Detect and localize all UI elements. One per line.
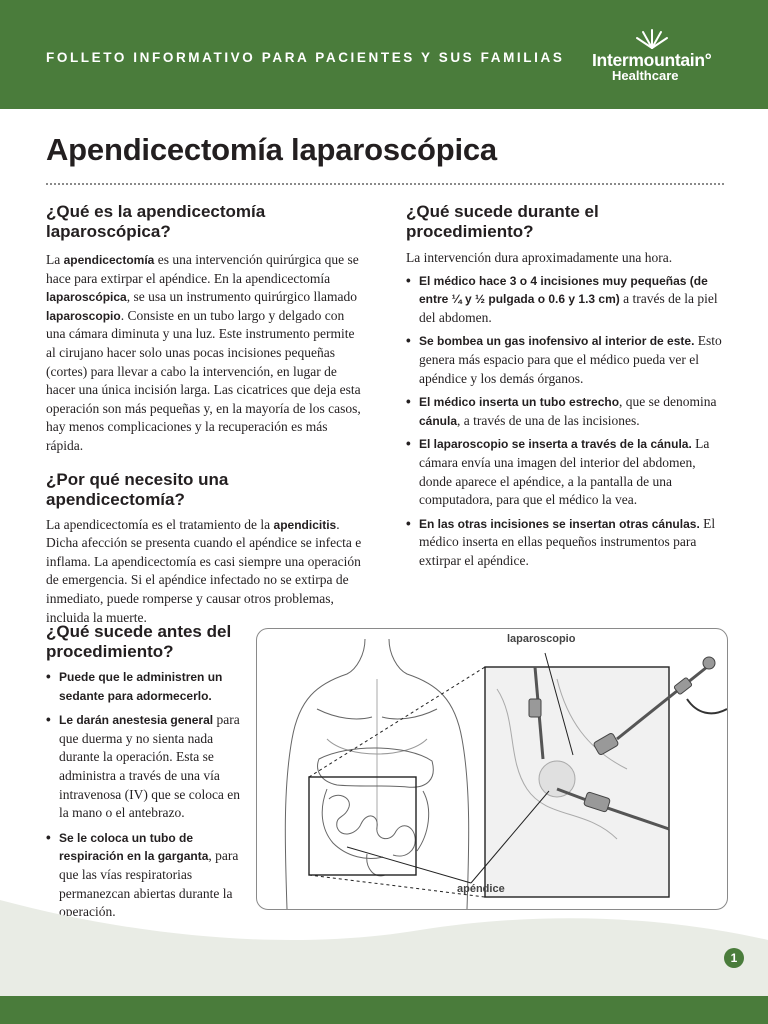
section-heading-what-is: ¿Qué es la apendicectomía laparoscópica? <box>46 202 266 241</box>
label-appendix: apéndice <box>457 883 505 895</box>
logo-subtitle: Healthcare <box>612 68 679 83</box>
dotted-divider <box>46 183 724 185</box>
list-item: • Puede que le administren un sedante para adormecerlo. <box>46 668 242 705</box>
page-title: Apendicectomía laparoscópica <box>46 132 497 167</box>
intermountain-logo <box>592 24 732 86</box>
label-laparoscope: laparoscopio <box>507 633 576 645</box>
list-item: • En las otras incisiones se insertan otras cánulas. El médico inserta en ellas pequeños instrumentos para extirpar el apéndice. <box>406 515 724 571</box>
list-item: • El laparoscopio se inserta a través de la cánula. La cámara envía una imagen del interior del abdomen, donde aparece el apéndice, a la pantalla de una computadora, para que el médico la vea. <box>406 435 724 509</box>
brochure-tagline: FOLLETO INFORMATIVO PARA PACIENTES Y SUS FAMILIAS <box>46 50 565 65</box>
logo-leaf-icon <box>632 24 672 50</box>
list-item: • Le darán anestesia general para que duerma y no sienta nada durante la operación. Esta se administra a través de una vía intravenosa (IV) que se coloca en la mano o el antebrazo. <box>46 711 242 823</box>
header-banner <box>0 0 768 109</box>
section-intro-during: La intervención dura aproximadamente una hora. <box>406 250 673 265</box>
section-body-what-is: La apendicectomía es una intervención quirúrgica que se hace para extirpar el apéndice. En la apendicectomía laparoscópica, se usa un instrumento quirúrgico llamado laparoscopio. Consiste en un tubo largo y delgado con una cámara diminuta y una luz. Este instrumento permite al cirujano hacer solo unas pocas incisiones pequeñas (cortes) para llevar a cabo la intervención, en lugar de hacer una única incisión larga. Las cicatrices que deja esta operación son más pequeñas y, en la mayoría de los casos, hay menos complicaciones y la recuperación es más rápida. <box>46 252 361 453</box>
section-body-why: La apendicectomía es el tratamiento de la apendicitis. Dicha afección se presenta cuando el apéndice se infecta e inflama. La apendicectomía es casi siempre una operación de emergencia. Si el apéndice infectado no se extirpa de inmediato, puede romperse y causar otros problemas, incluida la muerte. <box>46 516 362 625</box>
list-item: • Se le coloca un tubo de respiración en la garganta, para que las vías respiratorias permanezcan abiertas durante la operación. <box>46 829 242 922</box>
list-item: • Se bombea un gas inofensivo al interior de este. Esto genera más espacio para que el médico pueda ver el apéndice y los demás órganos. <box>406 332 724 388</box>
before-column <box>46 622 242 922</box>
section-heading-during: ¿Qué sucede durante el procedimiento? <box>406 202 599 241</box>
page-number-badge: 1 <box>724 948 744 968</box>
list-item: • El médico inserta un tubo estrecho, que se denomina cánula, a través de una de las incisiones. <box>406 393 724 430</box>
section-heading-why: ¿Por qué necesito una apendicectomía? <box>46 469 229 509</box>
logo-name: Intermountain° <box>592 50 712 70</box>
list-item: • El médico hace 3 o 4 incisiones muy pequeñas (de entre ¼ y ½ pulgada o 0.6 y 1.3 cm) a través de la piel del abdomen. <box>406 272 724 328</box>
right-column <box>406 202 724 571</box>
footer-bar <box>0 996 768 1024</box>
anatomy-drawing <box>257 629 727 909</box>
section-heading-before: ¿Qué sucede antes del procedimiento? <box>46 622 232 661</box>
laparoscopy-illustration <box>256 628 728 910</box>
left-column <box>46 202 364 627</box>
during-list <box>406 272 724 571</box>
